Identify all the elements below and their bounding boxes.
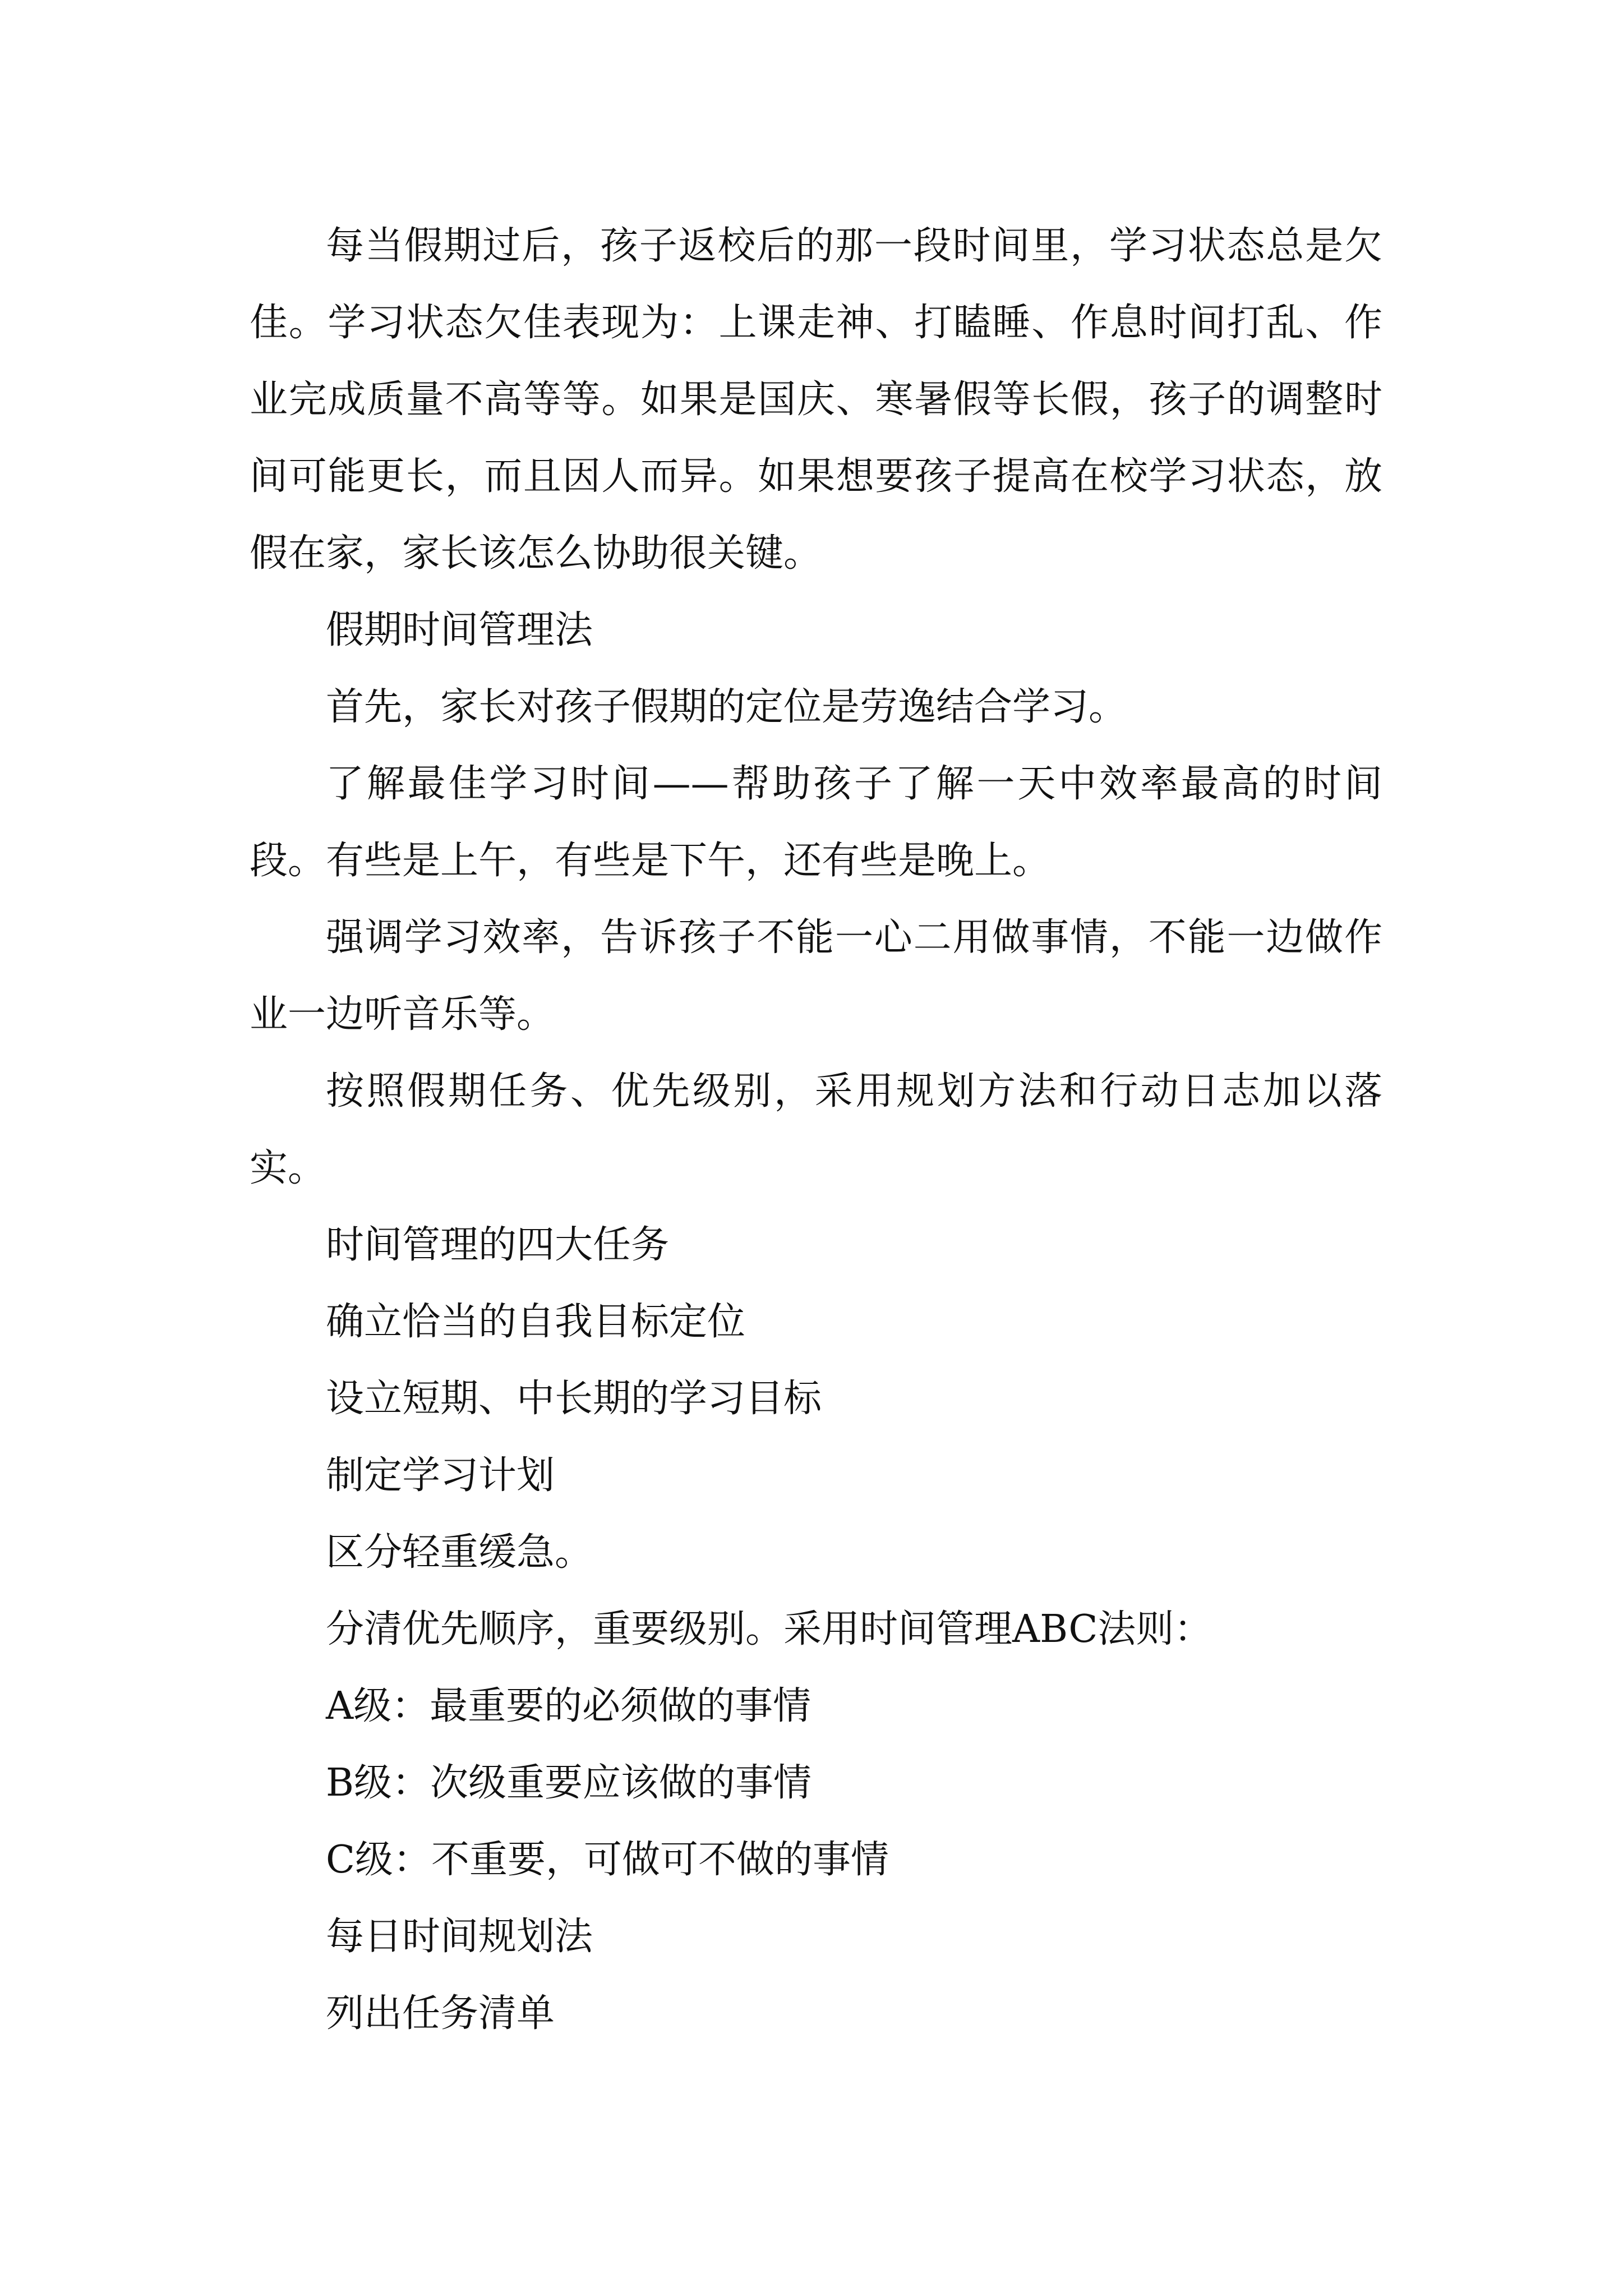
- paragraph-efficiency: 强调学习效率，告诉孩子不能一心二用做事情，不能一边做作业一边听音乐等。: [250, 915, 1382, 1037]
- paragraph-abc-rule: 分清优先顺序，重要级别。采用时间管理ABC法则：: [326, 1607, 1212, 1651]
- list-item-task-list: 列出任务清单: [326, 1991, 555, 2036]
- list-item-goal-positioning: 确立恰当的自我目标定位: [326, 1300, 746, 1344]
- list-item-level-b: B级：次级重要应该做的事情: [326, 1761, 811, 1805]
- document-body: [250, 208, 1382, 2052]
- heading-four-tasks: 时间管理的四大任务: [326, 1223, 670, 1267]
- paragraph-best-study-time: 了解最佳学习时间——帮助孩子了解一天中效率最高的时间段。有些是上午，有些是下午，还有些是晚上。: [250, 762, 1382, 883]
- list-item-priorities: 区分轻重缓急。: [326, 1530, 593, 1575]
- list-item-level-c: C级：不重要，可做可不做的事情: [326, 1838, 889, 1882]
- heading-holiday-time-management: 假期时间管理法: [326, 608, 593, 652]
- paragraph-positioning: 首先，家长对孩子假期的定位是劳逸结合学习。: [326, 685, 1127, 729]
- list-item-set-goals: 设立短期、中长期的学习目标: [326, 1377, 822, 1421]
- heading-daily-planning: 每日时间规划法: [326, 1915, 593, 1959]
- list-item-study-plan: 制定学习计划: [326, 1453, 555, 1498]
- list-item-level-a: A级：最重要的必须做的事情: [326, 1684, 811, 1728]
- paragraph-intro: 每当假期过后，孩子返校后的那一段时间里，学习状态总是欠佳。学习状态欠佳表现为：上课走神、打瞌睡、作息时间打乱、作业完成质量不高等等。如果是国庆、寒暑假等长假，孩子的调整时间可能更长，而且因人而异。如果想要孩子提高在校学习状态，放假在家，家长该怎么协助很关键。: [250, 224, 1382, 576]
- paragraph-planning: 按照假期任务、优先级别，采用规划方法和行动日志加以落实。: [250, 1069, 1382, 1190]
